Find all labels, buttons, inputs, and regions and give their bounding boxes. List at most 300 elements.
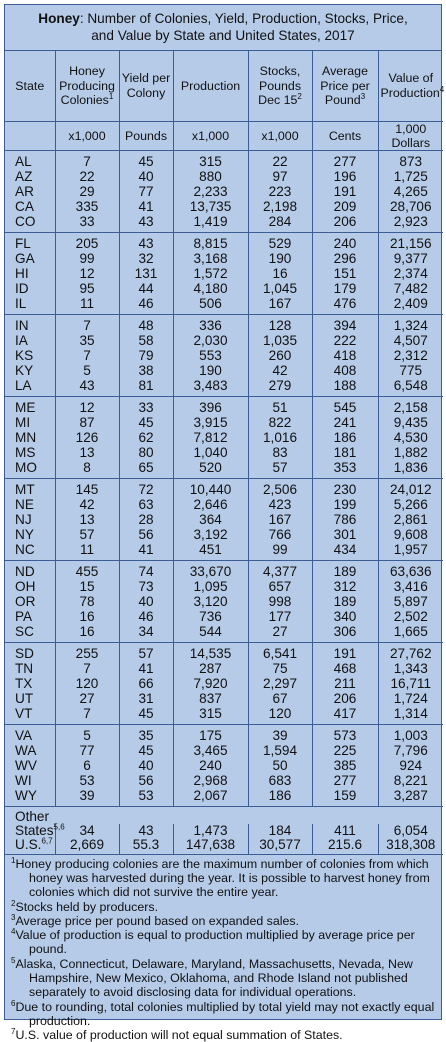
- state-cell: WV: [5, 758, 55, 773]
- table-row-us: [5, 838, 443, 855]
- value-cell: 315: [173, 150, 248, 169]
- value-cell: 39: [55, 788, 119, 806]
- value-cell: 40: [119, 594, 173, 609]
- unit-cell: x1,000: [248, 121, 312, 150]
- value-cell: 33: [119, 396, 173, 415]
- value-cell: 13: [55, 512, 119, 527]
- state-cell: OH: [5, 579, 55, 594]
- state-cell: TX: [5, 676, 55, 691]
- state-cell: WY: [5, 788, 55, 806]
- value-cell: 9,377: [393, 250, 428, 266]
- value-cell: 998: [248, 594, 312, 609]
- value-cell: 418: [312, 348, 378, 363]
- state-cell: IN: [5, 314, 55, 333]
- value-cell: 209: [312, 199, 378, 214]
- value-cell: 16: [248, 266, 312, 281]
- column-header: [378, 51, 443, 121]
- value-cell: 46: [119, 296, 173, 314]
- table-row: [5, 184, 443, 199]
- table-row: [5, 445, 443, 460]
- value-cell: 41: [119, 199, 173, 214]
- footnote: [11, 900, 435, 914]
- table-row: [5, 512, 443, 527]
- unit-cell: x1,000: [55, 121, 119, 150]
- table-row: [5, 363, 443, 378]
- value-cell: 434: [312, 542, 378, 560]
- page-title: [5, 5, 441, 51]
- footnote-number: 1: [11, 855, 16, 865]
- state-cell: VT: [5, 706, 55, 724]
- state-cell: FL: [5, 232, 55, 251]
- value-cell: 2,233: [173, 184, 248, 199]
- value-cell: 83: [248, 445, 312, 460]
- state-cell: VA: [5, 724, 55, 743]
- value-cell: 6,054: [393, 822, 428, 838]
- value-cell: 28: [119, 512, 173, 527]
- value-cell: 544: [173, 624, 248, 642]
- table-row: [5, 296, 443, 314]
- value-cell: 284: [248, 214, 312, 232]
- value-cell: 2,067: [173, 788, 248, 806]
- footnote-number: 2: [11, 898, 16, 908]
- value-cell: 2,646: [173, 497, 248, 512]
- state-cell: GA: [5, 251, 55, 266]
- value-cell: 11: [55, 296, 119, 314]
- footnote-ref: 6,7: [41, 836, 53, 846]
- value-cell: 2,506: [248, 478, 312, 497]
- value-cell: 35: [119, 724, 173, 743]
- table-row: [5, 743, 443, 758]
- value-cell: 545: [312, 396, 378, 415]
- value-cell: 12: [55, 266, 119, 281]
- value-cell: 78: [55, 594, 119, 609]
- value-cell: 205: [55, 232, 119, 251]
- table-row: [5, 348, 443, 363]
- value-cell: 191: [312, 642, 378, 661]
- value-cell: 4,530: [393, 429, 428, 445]
- value-cell: 45: [119, 150, 173, 169]
- value-cell: 223: [248, 184, 312, 199]
- footnote-text: Average price per pound based on expanded sales.: [15, 913, 300, 928]
- value-cell: 6,541: [248, 642, 312, 661]
- value-cell: 73: [119, 579, 173, 594]
- value-cell: 312: [312, 579, 378, 594]
- table-row: [5, 214, 443, 232]
- value-cell: 196: [312, 169, 378, 184]
- value-cell: 225: [312, 743, 378, 758]
- value-cell: 58: [119, 333, 173, 348]
- value-cell: 167: [248, 512, 312, 527]
- us-label: U.S.: [15, 836, 42, 852]
- table-row: [5, 415, 443, 430]
- value-cell: 79: [119, 348, 173, 363]
- value-cell: 2,968: [173, 773, 248, 788]
- value-cell: 7,812: [173, 430, 248, 445]
- value-cell: 175: [173, 724, 248, 743]
- value-cell: 2,030: [173, 333, 248, 348]
- value-cell: 62: [119, 430, 173, 445]
- value-cell: 468: [312, 661, 378, 676]
- value-cell: 27: [248, 624, 312, 642]
- unit-cell: Cents: [312, 121, 378, 150]
- value-cell: 34: [119, 624, 173, 642]
- value-cell: 5,897: [393, 593, 428, 609]
- value-cell: 44: [119, 281, 173, 296]
- value-cell: 657: [248, 579, 312, 594]
- state-cell: ND: [5, 560, 55, 579]
- table-row: [5, 527, 443, 542]
- value-cell: 27,762: [389, 645, 432, 661]
- value-cell: 1,314: [378, 706, 443, 724]
- table-row: [5, 706, 443, 724]
- state-cell: IA: [5, 333, 55, 348]
- value-cell: 3,416: [393, 578, 428, 594]
- table-row: [5, 150, 443, 169]
- value-cell: 520: [173, 460, 248, 478]
- value-cell: 1,836: [378, 460, 443, 478]
- table-row: [5, 758, 443, 773]
- state-cell: MO: [5, 460, 55, 478]
- table-row: [5, 579, 443, 594]
- column-header: [173, 51, 248, 121]
- value-cell: 28,706: [389, 199, 432, 215]
- value-cell: 2,198: [248, 199, 312, 214]
- title-line-2: and Value by State and United States, 2017: [91, 28, 355, 43]
- table-row: [5, 661, 443, 676]
- value-cell: 13,735: [173, 199, 248, 214]
- value-cell: 120: [55, 676, 119, 691]
- value-cell: 206: [312, 214, 378, 232]
- value-cell: 31: [119, 691, 173, 706]
- value-cell: 394: [312, 314, 378, 333]
- value-cell: 222: [312, 333, 378, 348]
- footnote: [11, 857, 435, 900]
- state-cell: WI: [5, 773, 55, 788]
- value-cell: 8,815: [173, 232, 248, 251]
- value-cell: 7,796: [393, 742, 428, 758]
- value-cell: 15: [55, 579, 119, 594]
- value-cell: 5,266: [393, 496, 428, 512]
- value-cell: 7: [55, 150, 119, 169]
- value-cell: 2,409: [378, 296, 443, 314]
- table-row: [5, 314, 443, 333]
- footnote: [11, 1028, 435, 1042]
- table-row: [5, 266, 443, 281]
- value-cell: 63: [119, 497, 173, 512]
- value-cell: 1,045: [248, 281, 312, 296]
- table-row: [5, 542, 443, 560]
- value-cell: 55.3: [119, 838, 173, 855]
- table-row: [5, 594, 443, 609]
- value-cell: 63,636: [389, 563, 432, 579]
- footnote: [11, 928, 435, 957]
- value-cell: 147,638: [173, 838, 248, 855]
- value-cell: 16: [55, 609, 119, 624]
- value-cell: 683: [248, 773, 312, 788]
- value-cell: 39: [248, 724, 312, 743]
- column-header-label: Yield per Colony: [121, 71, 171, 100]
- value-cell: 16: [55, 624, 119, 642]
- value-cell: 34: [55, 824, 119, 838]
- column-header: [5, 51, 55, 121]
- value-cell: 4,265: [393, 183, 428, 199]
- value-cell: 57: [119, 642, 173, 661]
- value-cell: 1,725: [393, 168, 428, 184]
- unit-cell: 1,000 Dollars: [378, 121, 443, 150]
- value-cell: 5: [55, 363, 119, 378]
- value-cell: 306: [312, 624, 378, 642]
- table-row: [5, 378, 443, 396]
- value-cell: 56: [119, 773, 173, 788]
- value-cell: 315: [173, 706, 248, 724]
- state-cell: MN: [5, 430, 55, 445]
- value-cell: 353: [312, 460, 378, 478]
- table-row: [5, 251, 443, 266]
- table-row: [5, 460, 443, 478]
- value-cell: 22: [55, 169, 119, 184]
- value-cell: 3,192: [173, 527, 248, 542]
- state-cell: [5, 838, 55, 855]
- value-cell: 924: [399, 758, 423, 774]
- value-cell: 2,923: [378, 214, 443, 232]
- table-row-other: [5, 824, 443, 838]
- value-cell: 7,920: [173, 676, 248, 691]
- table-row: [5, 169, 443, 184]
- honey-table: [5, 51, 443, 855]
- table-row: [5, 691, 443, 706]
- value-cell: 287: [173, 661, 248, 676]
- value-cell: 9,608: [393, 527, 428, 543]
- value-cell: 1,724: [393, 691, 428, 707]
- state-cell: UT: [5, 691, 55, 706]
- value-cell: 45: [119, 743, 173, 758]
- table-row: [5, 396, 443, 415]
- value-cell: 159: [312, 788, 378, 806]
- other-label-line2: States: [15, 822, 54, 838]
- value-cell: 186: [312, 430, 378, 445]
- state-cell: MS: [5, 445, 55, 460]
- value-cell: 72: [119, 478, 173, 497]
- value-cell: 211: [312, 676, 378, 691]
- state-cell: PA: [5, 609, 55, 624]
- value-cell: 451: [173, 542, 248, 560]
- units-row: [5, 121, 443, 150]
- value-cell: 80: [119, 445, 173, 460]
- value-cell: 190: [173, 363, 248, 378]
- footnote-text: Honey producing colonies are the maximum number of colonies from which honey was harvested during the year. It is possible to harvest honey from colonies which did not survive the entire year.: [15, 856, 430, 900]
- value-cell: 2,312: [393, 347, 428, 363]
- column-header-label: Average Price per Pound: [320, 64, 370, 107]
- value-cell: 53: [55, 773, 119, 788]
- value-cell: 13: [55, 445, 119, 460]
- table-row: [5, 624, 443, 642]
- footnote-ref: 4: [439, 84, 445, 94]
- value-cell: 260: [248, 348, 312, 363]
- footnote-text: U.S. value of production will not equal summation of States.: [15, 1028, 343, 1042]
- state-cell: LA: [5, 378, 55, 396]
- footnote-number: 5: [11, 955, 16, 965]
- table-row: [5, 773, 443, 788]
- value-cell: 1,572: [173, 266, 248, 281]
- column-header-label: Value of Production: [380, 71, 440, 100]
- column-header: [55, 51, 119, 121]
- value-cell: 1,003: [393, 727, 428, 743]
- table-row: [5, 788, 443, 806]
- value-cell: 240: [312, 232, 378, 251]
- value-cell: 46: [119, 609, 173, 624]
- value-cell: 131: [119, 266, 173, 281]
- value-cell: 385: [312, 758, 378, 773]
- footnote-text: Alaska, Connecticut, Delaware, Maryland, Massachusetts, Nevada, New Hampshire, New Mexico, Oklahoma, and Rhode Island not published separately to avoid disclosing data for individual operations.: [15, 956, 413, 1000]
- value-cell: 43: [55, 378, 119, 396]
- honey-statistics-panel: [4, 4, 445, 1042]
- value-cell: 77: [55, 743, 119, 758]
- value-cell: 1,040: [173, 445, 248, 460]
- value-cell: 53: [119, 788, 173, 806]
- value-cell: 2,374: [393, 265, 428, 281]
- value-cell: 81: [119, 378, 173, 396]
- value-cell: 65: [119, 460, 173, 478]
- state-cell: AR: [5, 184, 55, 199]
- title-line-1: [13, 10, 433, 27]
- state-cell: IL: [5, 296, 55, 314]
- value-cell: 573: [312, 724, 378, 743]
- state-cell: CO: [5, 214, 55, 232]
- value-cell: 40: [119, 169, 173, 184]
- value-cell: 277: [312, 150, 378, 169]
- state-cell: OR: [5, 594, 55, 609]
- footnote-number: 7: [11, 1027, 16, 1037]
- value-cell: 7: [55, 348, 119, 363]
- value-cell: 7: [55, 314, 119, 333]
- column-header-label: Honey Producing Colonies: [59, 64, 115, 107]
- value-cell: 151: [312, 266, 378, 281]
- value-cell: 3,915: [173, 415, 248, 430]
- value-cell: 21,156: [389, 235, 432, 251]
- value-cell: 318,308: [378, 838, 443, 855]
- value-cell: 2,297: [248, 676, 312, 691]
- value-cell: 29: [55, 184, 119, 199]
- value-cell: 42: [55, 497, 119, 512]
- value-cell: 364: [173, 512, 248, 527]
- value-cell: 215.6: [312, 838, 378, 855]
- table-row: [5, 232, 443, 251]
- table-body: [5, 150, 443, 854]
- value-cell: 2,669: [55, 838, 119, 855]
- table-row: [5, 333, 443, 348]
- value-cell: 2,861: [393, 511, 428, 527]
- value-cell: 22: [248, 150, 312, 169]
- value-cell: 57: [248, 460, 312, 478]
- value-cell: 277: [312, 773, 378, 788]
- unit-cell: [5, 121, 55, 150]
- value-cell: 38: [119, 363, 173, 378]
- value-cell: 35: [55, 333, 119, 348]
- value-cell: 335: [55, 199, 119, 214]
- value-cell: 279: [248, 378, 312, 396]
- value-cell: 7,482: [393, 281, 428, 297]
- table-row: [5, 724, 443, 743]
- value-cell: 41: [119, 661, 173, 676]
- value-cell: 1,419: [173, 214, 248, 232]
- title-bold: Honey: [38, 11, 80, 26]
- footnotes: [5, 855, 441, 1042]
- value-cell: 181: [312, 445, 378, 460]
- value-cell: 33: [55, 214, 119, 232]
- value-cell: 56: [119, 527, 173, 542]
- state-cell: CA: [5, 199, 55, 214]
- value-cell: 1,594: [248, 743, 312, 758]
- column-header-row: [5, 51, 443, 121]
- value-cell: 40: [119, 758, 173, 773]
- value-cell: 190: [248, 251, 312, 266]
- value-cell: 16,711: [390, 676, 432, 691]
- value-cell: 45: [119, 706, 173, 724]
- value-cell: 880: [173, 169, 248, 184]
- value-cell: 5: [55, 724, 119, 743]
- table-row: [5, 560, 443, 579]
- column-header-label: Stocks, Pounds Dec 15: [258, 64, 302, 107]
- state-cell: NY: [5, 527, 55, 542]
- footnote-ref: 3: [360, 91, 366, 101]
- table-row: [5, 281, 443, 296]
- value-cell: 3,465: [173, 743, 248, 758]
- value-cell: 423: [248, 497, 312, 512]
- value-cell: 43: [119, 824, 173, 838]
- unit-cell: Pounds: [119, 121, 173, 150]
- value-cell: 206: [312, 691, 378, 706]
- table-row-other-label: [5, 806, 443, 824]
- value-cell: 1,324: [393, 317, 428, 333]
- footnote-number: 3: [11, 912, 16, 922]
- value-cell: 3,483: [173, 378, 248, 396]
- footnote-ref: 2: [297, 91, 302, 101]
- value-cell: 43: [119, 232, 173, 251]
- value-cell: 128: [248, 314, 312, 333]
- value-cell: 30,577: [248, 838, 312, 855]
- value-cell: 9,435: [393, 414, 428, 430]
- value-cell: 2,158: [393, 399, 428, 415]
- value-cell: 1,095: [173, 579, 248, 594]
- state-cell: KS: [5, 348, 55, 363]
- other-label-line1: Other: [15, 808, 49, 824]
- state-cell: SD: [5, 642, 55, 661]
- value-cell: 189: [312, 594, 378, 609]
- value-cell: 120: [248, 706, 312, 724]
- state-cell: MI: [5, 415, 55, 430]
- value-cell: 87: [55, 415, 119, 430]
- value-cell: 177: [248, 609, 312, 624]
- state-cell: ID: [5, 281, 55, 296]
- value-cell: 4,507: [393, 332, 428, 348]
- value-cell: 12: [55, 396, 119, 415]
- value-cell: 45: [119, 415, 173, 430]
- value-cell: 7: [55, 661, 119, 676]
- footnote-text: Value of production is equal to production multiplied by average price per pound.: [15, 928, 415, 957]
- value-cell: 408: [312, 363, 378, 378]
- value-cell: 43: [119, 214, 173, 232]
- value-cell: 66: [119, 676, 173, 691]
- value-cell: 74: [119, 560, 173, 579]
- column-header-label: Production: [180, 78, 241, 93]
- value-cell: 296: [312, 251, 378, 266]
- column-header: [119, 51, 173, 121]
- footnote-ref: 1: [108, 91, 114, 101]
- state-cell: TN: [5, 661, 55, 676]
- footnote: [11, 914, 435, 928]
- state-cell: NC: [5, 542, 55, 560]
- value-cell: 230: [312, 478, 378, 497]
